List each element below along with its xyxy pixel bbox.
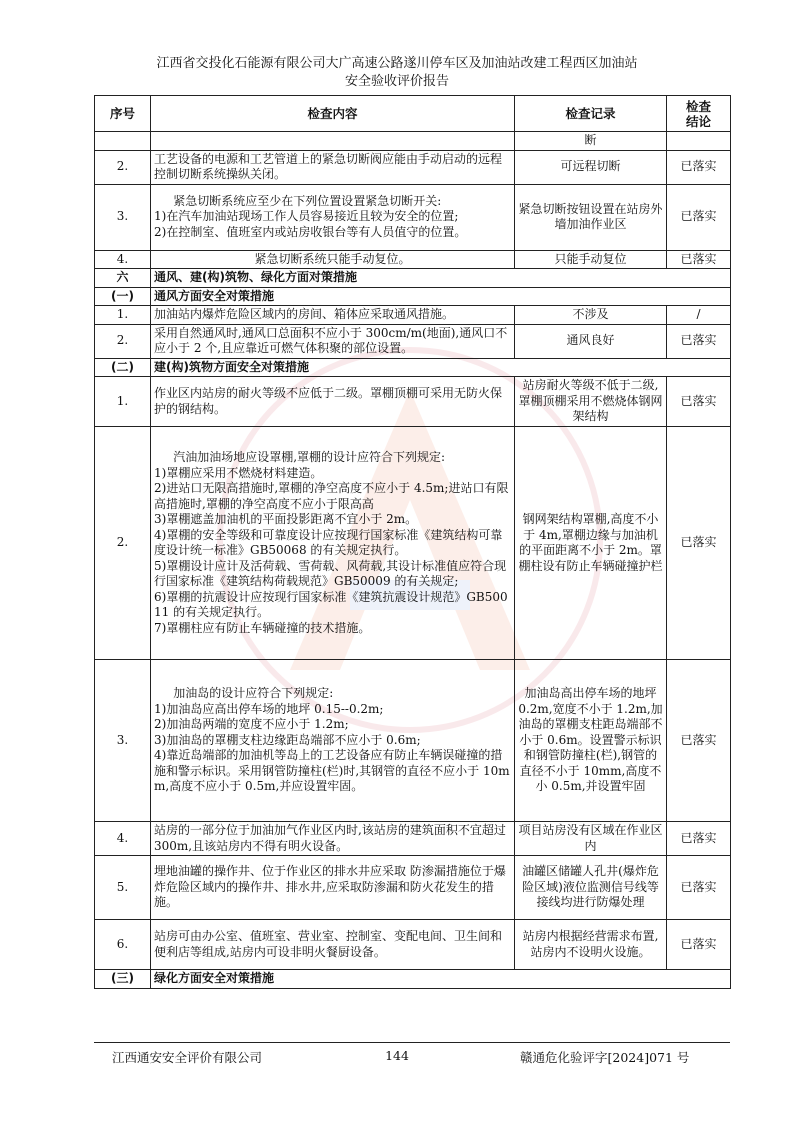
check-result: / [667,306,731,325]
content-line: 2)加油岛两端的宽度不应小于 1.2m; [154,717,349,732]
col-header-record: 检查记录 [515,96,667,132]
item-number: 1. [95,306,151,325]
check-result: 已落实 [667,150,731,184]
table-row [95,306,731,325]
content-line: 2)进站口无限高措施时,罩棚的净空高度不应小于 4.5m;进站口有限高措施时,罩棚的净空高度不应小于限高高 [154,481,509,511]
content-line: 6)罩棚的抗震设计应按现行国家标准《建筑抗震设计规范》GB50011 的有关规定执行。 [154,589,508,619]
check-result: 已落实 [667,324,731,358]
check-result: 已落实 [667,377,731,427]
content-line: 2)在控制室、值班室内或站房收银台等有人员值守的位置。 [154,224,467,239]
check-result [667,132,731,151]
check-record: 不涉及 [515,306,667,325]
check-content: 工艺设备的电源和工艺管道上的紧急切断阀应能由手动启动的远程控制切断系统操纵关闭。 [151,150,515,184]
item-number: 2. [95,324,151,358]
content-line: 5)罩棚设计应计及活荷载、雪荷载、风荷载,其设计标准值应符合现行国家标准《建筑结构荷载规范》GB50009 的有关规定; [154,558,507,588]
item-number: 2. [95,150,151,184]
table-row [95,184,731,250]
check-record: 项目站房没有区域在作业区内 [515,822,667,856]
table-row [95,377,731,427]
item-number: 4. [95,822,151,856]
item-number: 4. [95,250,151,269]
item-number: 2. [95,427,151,660]
section-number: (二) [95,358,151,377]
table-row [95,822,731,856]
check-record: 加油岛高出停车场的地坪 0.2m,宽度不小于 1.2m,加油岛的罩棚支柱距岛端部不小于 0.6m。设置警示标识和钢管防撞柱(栏),钢管的直径不小于 10mm,高度不小 0.5m,并设置牢固 [515,660,667,822]
check-record: 站房耐火等级不低于二级,罩棚顶棚采用不燃烧体钢网架结构 [515,377,667,427]
col-header-result: 检查 结论 [667,96,731,132]
table-body [95,132,731,989]
check-record: 只能手动复位 [515,250,667,269]
content-line: 3)罩棚遮盖加油机的平面投影距离不宜小于 2m。 [154,512,418,526]
check-record: 紧急切断按钮设置在站房外墙加油作业区 [515,184,667,250]
section-row [95,269,731,288]
content-line: 4)靠近岛端部的加油机等岛上的工艺设备应有防止车辆误碰撞的措施和警示标识。采用钢管防撞柱(栏)时,其钢管的直径不应小于 10mm,高度不应小于 0.5m,并应设置牢固。 [154,748,510,794]
check-record: 断 [515,132,667,151]
section-number: (三) [95,970,151,989]
section-row [95,358,731,377]
col-header-no: 序号 [95,96,151,132]
check-record: 可远程切断 [515,150,667,184]
check-content: 站房的一部分位于加油加气作业区内时,该站房的建筑面积不宜超过 300m,且该站房内不得有明火设备。 [151,822,515,856]
check-record: 钢网架结构罩棚,高度不小于 4m,罩棚边缘与加油机的平面距离不小于 2m。罩棚柱设有防止车辆碰撞护栏 [515,427,667,660]
table-row [95,856,731,920]
content-line: 4)罩棚的安全等级和可靠度设计应按现行国家标准《建筑结构可靠度设计统一标准》GB50068 的有关规定执行。 [154,527,503,557]
content-line: 汽油加油场地应设罩棚,罩棚的设计应符合下列规定: [173,450,446,464]
check-content: 站房可由办公室、值班室、营业室、控制室、变配电间、卫生间和便利店等组成,站房内可设非明火餐厨设备。 [151,920,515,970]
item-number: 1. [95,377,151,427]
check-content: 作业区内站房的耐火等级不应低于二级。罩棚顶棚可采用无防火保护的钢结构。 [151,377,515,427]
check-record: 站房内根据经营需求布置,站房内不设明火设施。 [515,920,667,970]
table-row [95,132,731,151]
section-row [95,287,731,306]
check-result: 已落实 [667,856,731,920]
table-row [95,250,731,269]
section-title: 建(构)筑物方面安全对策措施 [151,358,731,377]
check-content [151,660,515,822]
table-row [95,324,731,358]
item-number: 5. [95,856,151,920]
content-line: 1)罩棚应采用不燃烧材料建造。 [154,465,323,480]
content-line: 7)罩棚柱应有防止车辆碰撞的技术措施。 [154,620,371,635]
check-result: 已落实 [667,660,731,822]
check-result: 已落实 [667,822,731,856]
item-number: 3. [95,184,151,250]
check-result: 已落实 [667,427,731,660]
check-content [151,184,515,250]
check-content: 采用自然通风时,通风口总面积不应小于 300cm/m(地面),通风口不应小于 2 个,且应靠近可燃气体积聚的部位设置。 [151,324,515,358]
section-title: 通风、建(构)筑物、绿化方面对策措施 [151,269,731,288]
content-line: 加油岛的设计应符合下列规定: [173,686,334,701]
check-content [151,427,515,660]
content-line: 3)加油岛的罩棚支柱边缘距岛端部不应小于 0.6m; [154,732,421,747]
report-title-line2: 安全验收评价报告 [344,74,449,89]
check-content: 紧急切断系统只能手动复位。 [151,250,515,269]
table-row [95,920,731,970]
check-result: 已落实 [667,184,731,250]
footer-company: 江西通安安全评价有限公司 [112,1050,263,1065]
footer-divider [94,1042,730,1043]
check-content: 加油站内爆炸危险区域内的房间、箱体应采取通风措施。 [151,306,515,325]
footer-page-number: 144 [385,1048,409,1063]
item-number: 6. [95,920,151,970]
content-line: 紧急切断系统应至少在下列位置设置紧急切断开关: [173,193,442,208]
section-title: 通风方面安全对策措施 [151,287,731,306]
report-title-line1: 江西省交投化石能源有限公司大广高速公路遂川停车区及加油站改建工程西区加油站 [156,56,638,71]
item-number: 3. [95,660,151,822]
check-record: 油罐区储罐人孔井(爆炸危险区域)液位监测信号线等接线均进行防爆处理 [515,856,667,920]
section-number: 六 [95,269,151,288]
content-line: 1)在汽车加油站现场工作人员容易接近且较为安全的位置; [154,209,459,224]
table-row [95,660,731,822]
check-result: 已落实 [667,250,731,269]
section-title: 绿化方面安全对策措施 [151,970,731,989]
col-header-content: 检查内容 [151,96,515,132]
check-content [151,132,515,151]
table-row [95,150,731,184]
check-record: 通风良好 [515,324,667,358]
footer-doc-number: 赣通危化验评字[2024]071 号 [520,1050,690,1065]
check-content: 埋地油罐的操作井、位于作业区的排水井应采取 防渗漏措施位于爆炸危险区域内的操作井、排水井,应采取防渗漏和防火花发生的措施。 [151,856,515,920]
table-row [95,427,731,660]
item-number [95,132,151,151]
inspection-table [94,95,731,989]
section-number: (一) [95,287,151,306]
check-result: 已落实 [667,920,731,970]
content-line: 1)加油岛应高出停车场的地坪 0.15--0.2m; [154,701,384,716]
section-row [95,970,731,989]
